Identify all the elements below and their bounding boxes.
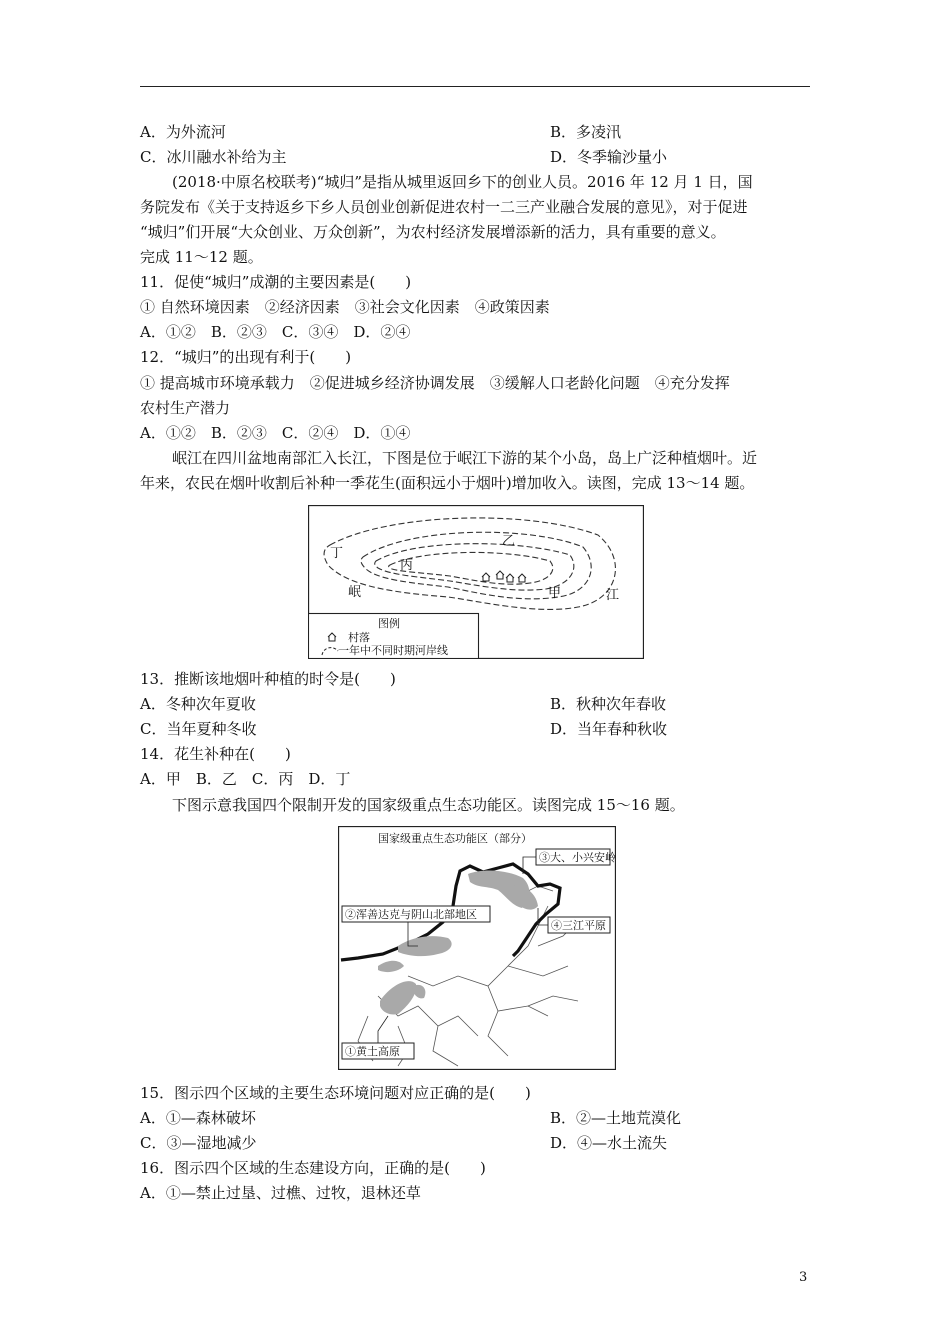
q10-row-2 [140,147,668,167]
q15-row-1 [140,1108,682,1128]
eco-label-r1: ①黄土高原 [345,1045,400,1058]
q14-options: A．甲 B．乙 C．丙 D．丁 [140,770,351,788]
legend-village: 村落 [348,631,370,644]
q12-stem: 12．“城归”的出现有利于( ) [140,348,352,366]
q15-option-c: C．③—湿地减少 [140,1134,257,1152]
label-jia: 甲 [548,586,562,601]
eco-label-r3: ③大、小兴安岭 [539,851,616,864]
q10-option-c: C．冰川融水补给为主 [140,148,287,166]
q14-stem: 14．花生补种在( ) [140,745,291,763]
legend-shore: 一年中不同时期河岸线 [338,644,448,657]
q13-option-a: A．冬种次年夏收 [140,695,256,713]
page-number: 3 [799,1270,808,1285]
q12-items-2: 农村生产潜力 [140,399,231,417]
q15-option-d: D．④—水土流失 [550,1134,668,1152]
label-bing: 丙 [400,558,414,573]
eco-label-r2: ②浑善达克与阴山北部地区 [345,908,477,921]
label-min: 岷 [348,585,362,600]
q12-options: A．①② B．②③ C．②④ D．①④ [140,424,411,442]
q13-row-1 [140,694,667,714]
q16-option-a: A．①—禁止过垦、过樵、过牧，退林还草 [140,1184,421,1202]
eco-label-r4: ④三江平原 [551,919,606,932]
eco-map-title: 国家级重点生态功能区（部分） [378,832,532,845]
label-ding: 丁 [330,546,344,561]
q13-option-b: B．秋种次年春收 [550,695,667,713]
passage1-line: “城归”们开展“大众创业、万众创新”，为农村经济发展增添新的活力，具有重要的意义。 [140,223,726,241]
eco-map [338,826,616,1070]
q15-stem: 15．图示四个区域的主要生态环境问题对应正确的是( ) [140,1084,531,1102]
q13-stem: 13．推断该地烟叶种植的时令是( ) [140,670,396,688]
q15-option-b: B．②—土地荒漠化 [550,1109,682,1127]
q10-row-1 [140,122,622,142]
header-rule [140,86,810,87]
passage1-line: 完成 11～12 题。 [140,248,263,266]
q11-stem: 11．促使“城归”成潮的主要因素是( ) [140,273,412,291]
q11-items: ① 自然环境因素 ②经济因素 ③社会文化因素 ④政策因素 [140,298,550,316]
label-yi: 乙 [502,534,516,549]
passage3: 下图示意我国四个限制开发的国家级重点生态功能区。读图完成 15～16 题。 [172,796,685,814]
q10-option-a: A．为外流河 [140,123,226,141]
q16-stem: 16．图示四个区域的生态建设方向，正确的是( ) [140,1159,486,1177]
q12-items-1: ① 提高城市环境承载力 ②促进城乡经济协调发展 ③缓解人口老龄化问题 ④充分发挥 [140,374,730,392]
q11-options: A．①② B．②③ C．③④ D．②④ [140,323,411,341]
legend-title: 图例 [378,617,400,630]
passage1-line: (2018·中原名校联考)“城归”是指从城里返回乡下的创业人员。2016 年 12 月 1 日，国 [172,173,753,191]
q15-row-2 [140,1133,668,1153]
passage2-line: 年来，农民在烟叶收割后补种一季花生(面积远小于烟叶)增加收入。读图，完成 13～14 题。 [140,474,755,492]
q15-option-a: A．①—森林破坏 [140,1109,256,1127]
label-jiang: 江 [606,588,620,603]
q13-option-c: C．当年夏种冬收 [140,720,257,738]
q13-option-d: D．当年春种秋收 [550,720,668,738]
passage2-line: 岷江在四川盆地南部汇入长江，下图是位于岷江下游的某个小岛，岛上广泛种植烟叶。近 [172,449,758,467]
island-map [308,505,644,659]
passage1-line: 务院发布《关于支持返乡下乡人员创业创新促进农村一二三产业融合发展的意见》，对于促进 [140,198,748,216]
q10-option-d: D．冬季输沙量小 [550,148,668,166]
q13-row-2 [140,719,668,739]
q10-option-b: B．多凌汛 [550,123,622,141]
